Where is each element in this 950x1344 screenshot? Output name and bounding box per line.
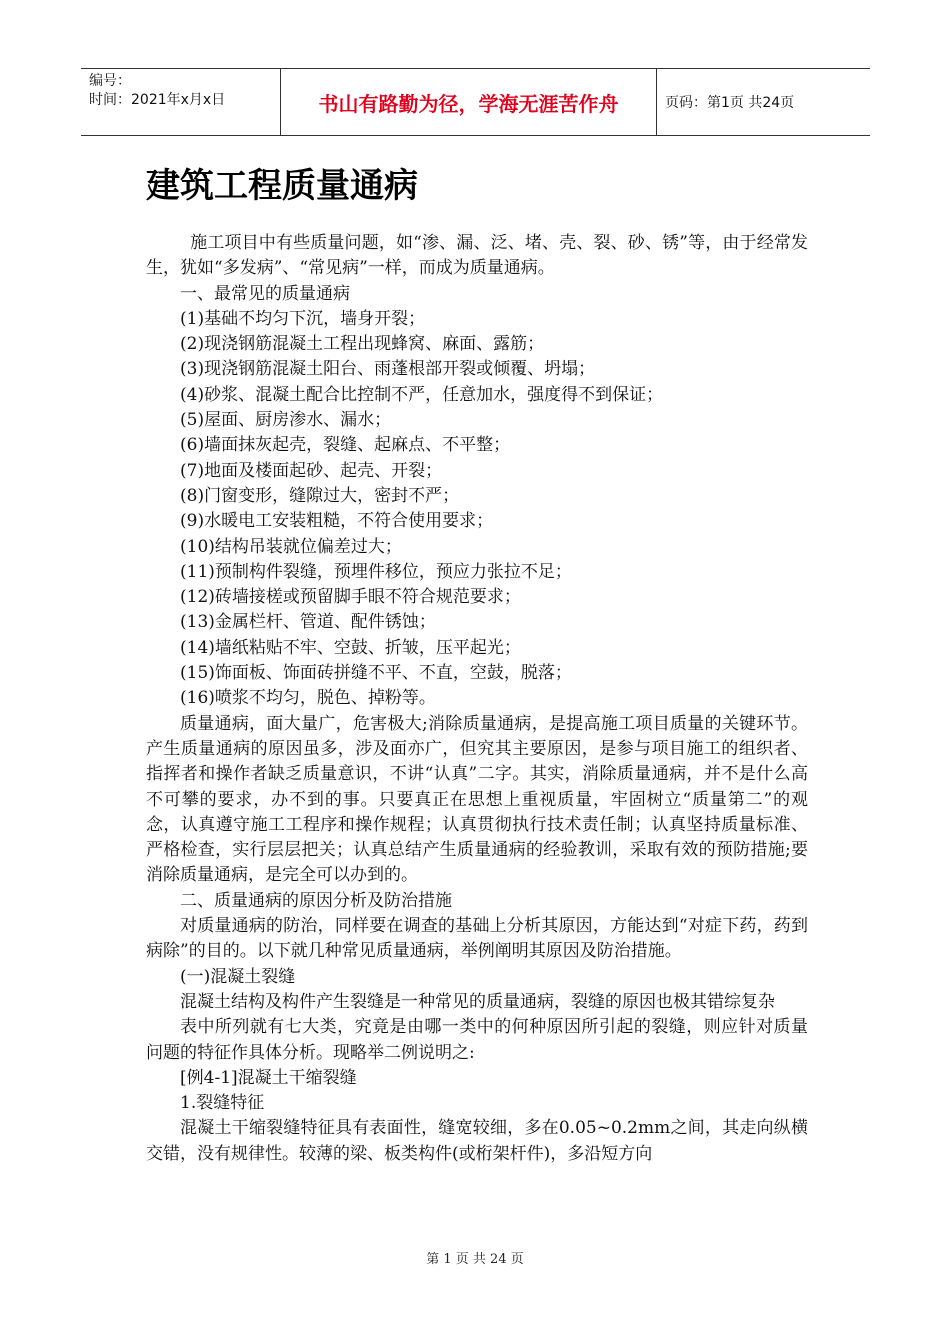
list-item: (7)地面及楼面起砂、起壳、开裂； bbox=[180, 460, 443, 481]
paragraph-body: 质量通病，面大量广，危害极大;消除质量通病，是提高施工项目质量的关键环节。产生质量通病的原因虽多，涉及面亦广，但究其主要原因，是参与项目施工的组织者、指挥者和操作者缺乏质量意识，不讲“认真”二字。其实，消除质量通病，并不是什么高不可攀的要求，办不到的事。只要真正在思想上重视质量，牢固树立“质量第二”的观念，认真遵守施工工程序和操作规程；认真贯彻执行技术责任制；认真坚持质量标准、严格检查，实行层层把关；认真总结产生质量通病的经验教训，采取有效的预防措施;要消除质量通病，是完全可以办到的。 bbox=[146, 713, 808, 886]
list-item: (13)金属栏杆、管道、配件锈蚀； bbox=[180, 612, 436, 633]
list-item: (2)现浇钢筋混凝土工程出现蜂窝、麻面、露筋； bbox=[180, 334, 545, 355]
paragraph-body: 表中所列就有七大类，究竟是由哪一类中的何种原因所引起的裂缝，则应针对质量问题的特征作具体分析。现略举二例说明之: bbox=[146, 1017, 808, 1063]
list-item: (16)喷浆不均匀，脱色、掉粉等。 bbox=[180, 688, 436, 709]
page-info: 页码：第1页 共24页 bbox=[665, 95, 795, 111]
list-item: (1)基础不均匀下沉，墙身开裂； bbox=[180, 308, 426, 329]
section-heading-2: 二、质量通病的原因分析及防治措施 bbox=[180, 890, 452, 911]
header-table bbox=[81, 68, 870, 136]
section-heading-1: 一、最常见的质量通病 bbox=[180, 283, 350, 304]
list-item: (4)砂浆、混凝土配合比控制不严，任意加水，强度得不到保证； bbox=[180, 384, 664, 405]
list-item: (5)屋面、厨房渗水、漏水； bbox=[180, 410, 392, 431]
number-label: 编号： bbox=[89, 73, 131, 89]
paragraph-intro: 施工项目中有些质量问题，如“渗、漏、泛、堵、壳、裂、砂、锈”等，由于经常发生，犹如“多发病”、“常见病”一样，而成为质量通病。 bbox=[146, 233, 808, 279]
subsection-heading: (一)混凝土裂缝 bbox=[180, 966, 296, 987]
list-item: (10)结构吊装就位偏差过大； bbox=[180, 536, 402, 557]
list-item: (3)现浇钢筋混凝土阳台、雨蓬根部开裂或倾覆、坍塌； bbox=[180, 359, 596, 380]
paragraph-body: 混凝土干缩裂缝特征具有表面性，缝宽较细，多在0.05~0.2mm之间，其走向纵横交错，没有规律性。较薄的梁、板类构件(或桁架杆件)，多沿短方向 bbox=[146, 1118, 808, 1164]
list-item: (11)预制构件裂缝，预埋件移位，预应力张拉不足； bbox=[180, 561, 572, 582]
paragraph-body: 对质量通病的防治，同样要在调查的基础上分析其原因，方能达到“对症下药，药到病除”的目的。以下就几种常见质量通病，举例阐明其原因及防治措施。 bbox=[146, 916, 808, 962]
list-item: (14)墙纸粘贴不牢、空鼓、折皱，压平起光； bbox=[180, 637, 521, 658]
document-title: 建筑工程质量通病 bbox=[146, 166, 418, 206]
example-heading: [例4-1]混凝土干缩裂缝 bbox=[180, 1067, 357, 1088]
list-item: (15)饰面板、饰面砖拼缝不平、不直，空鼓，脱落； bbox=[180, 663, 572, 684]
list-item: (6)墙面抹灰起壳，裂缝、起麻点、不平整； bbox=[180, 435, 511, 456]
page-footer: 第 1 页 共 24 页 bbox=[426, 1252, 524, 1267]
document-body bbox=[146, 231, 808, 1167]
item-heading: 1.裂缝特征 bbox=[180, 1093, 265, 1114]
motto: 书山有路勤为径，学海无涯苦作舟 bbox=[281, 69, 657, 135]
header-left-cell bbox=[81, 69, 281, 135]
list-item: (12)砖墙接槎或预留脚手眼不符合规范要求； bbox=[180, 587, 521, 608]
date-line: 时间：2021年x月x日 bbox=[89, 92, 226, 108]
list-item: (8)门窗变形，缝隙过大，密封不严； bbox=[180, 485, 460, 506]
paragraph-body: 混凝土结构及构件产生裂缝是一种常见的质量通病，裂缝的原因也极其错综复杂 bbox=[180, 991, 775, 1012]
list-item: (9)水暖电工安装粗糙，不符合使用要求； bbox=[180, 511, 494, 532]
